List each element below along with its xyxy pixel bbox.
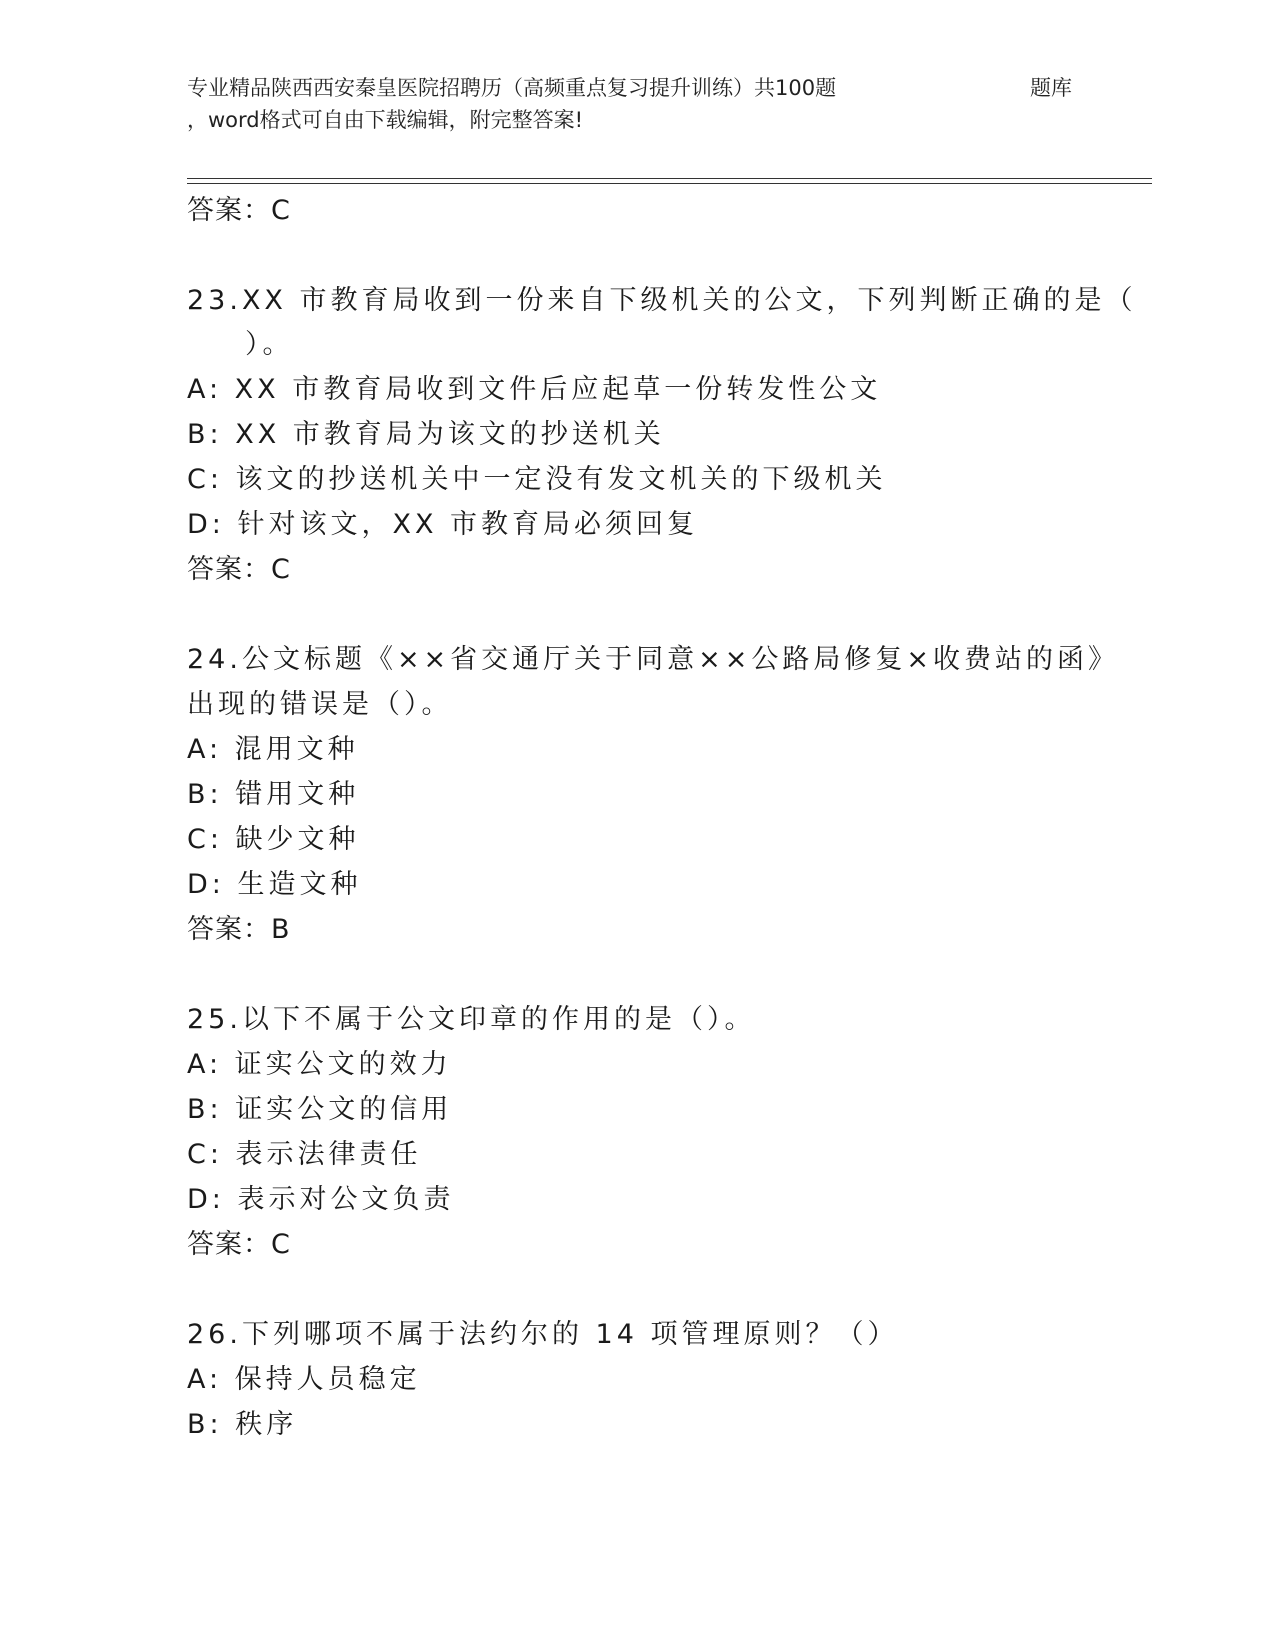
q24-option-a: A: 混用文种 — [187, 734, 359, 765]
q25-answer: 答案：C — [187, 1229, 291, 1260]
q25-option-a: A: 证实公文的效力 — [187, 1049, 452, 1080]
q24-stem-line-1: 24.公文标题《××省交通厅关于同意××公路局修复×收费站的函》 — [187, 644, 1120, 675]
q24-option-d: D: 生造文种 — [187, 869, 362, 900]
q24-option-b: B: 错用文种 — [187, 779, 360, 810]
q26-option-b: B: 秩序 — [187, 1409, 298, 1440]
previous-answer: 答案：C — [187, 195, 291, 226]
q26-option-a: A: 保持人员稳定 — [187, 1364, 421, 1395]
q23-option-b: B: XX 市教育局为该文的抄送机关 — [187, 419, 665, 450]
header-line-1 — [187, 72, 1152, 104]
q23-option-c: C: 该文的抄送机关中一定没有发文机关的下级机关 — [187, 464, 887, 495]
header-right-label: 题库 — [1030, 76, 1072, 100]
q23-option-d: D: 针对该文，XX 市教育局必须回复 — [187, 509, 699, 540]
q23-option-a: A: XX 市教育局收到文件后应起草一份转发性公文 — [187, 374, 882, 405]
header-divider-bottom — [187, 183, 1152, 184]
q24-option-c: C: 缺少文种 — [187, 824, 360, 855]
q24-stem-line-2: 出现的错误是（）。 — [187, 689, 453, 720]
q25-option-d: D: 表示对公文负责 — [187, 1184, 455, 1215]
header-subtitle: ，word格式可自由下载编辑，附完整答案! — [187, 108, 584, 132]
q23-stem-line-1: 23.XX 市教育局收到一份来自下级机关的公文，下列判断正确的是（ — [187, 285, 1137, 316]
q23-stem-line-2: ）。 — [245, 329, 294, 360]
q24-answer: 答案：B — [187, 914, 291, 945]
page-header — [187, 72, 1152, 136]
q25-option-c: C: 表示法律责任 — [187, 1139, 422, 1170]
q26-stem-line-1: 26.下列哪项不属于法约尔的 14 项管理原则？（） — [187, 1319, 899, 1350]
header-divider-top — [187, 178, 1152, 179]
q25-option-b: B: 证实公文的信用 — [187, 1094, 453, 1125]
q25-stem-line-1: 25.以下不属于公文印章的作用的是（）。 — [187, 1004, 756, 1035]
header-line-2 — [187, 104, 1152, 136]
header-title: 专业精品陕西西安秦皇医院招聘历（高频重点复习提升训练）共100题 — [187, 76, 837, 100]
q23-answer: 答案：C — [187, 554, 291, 585]
